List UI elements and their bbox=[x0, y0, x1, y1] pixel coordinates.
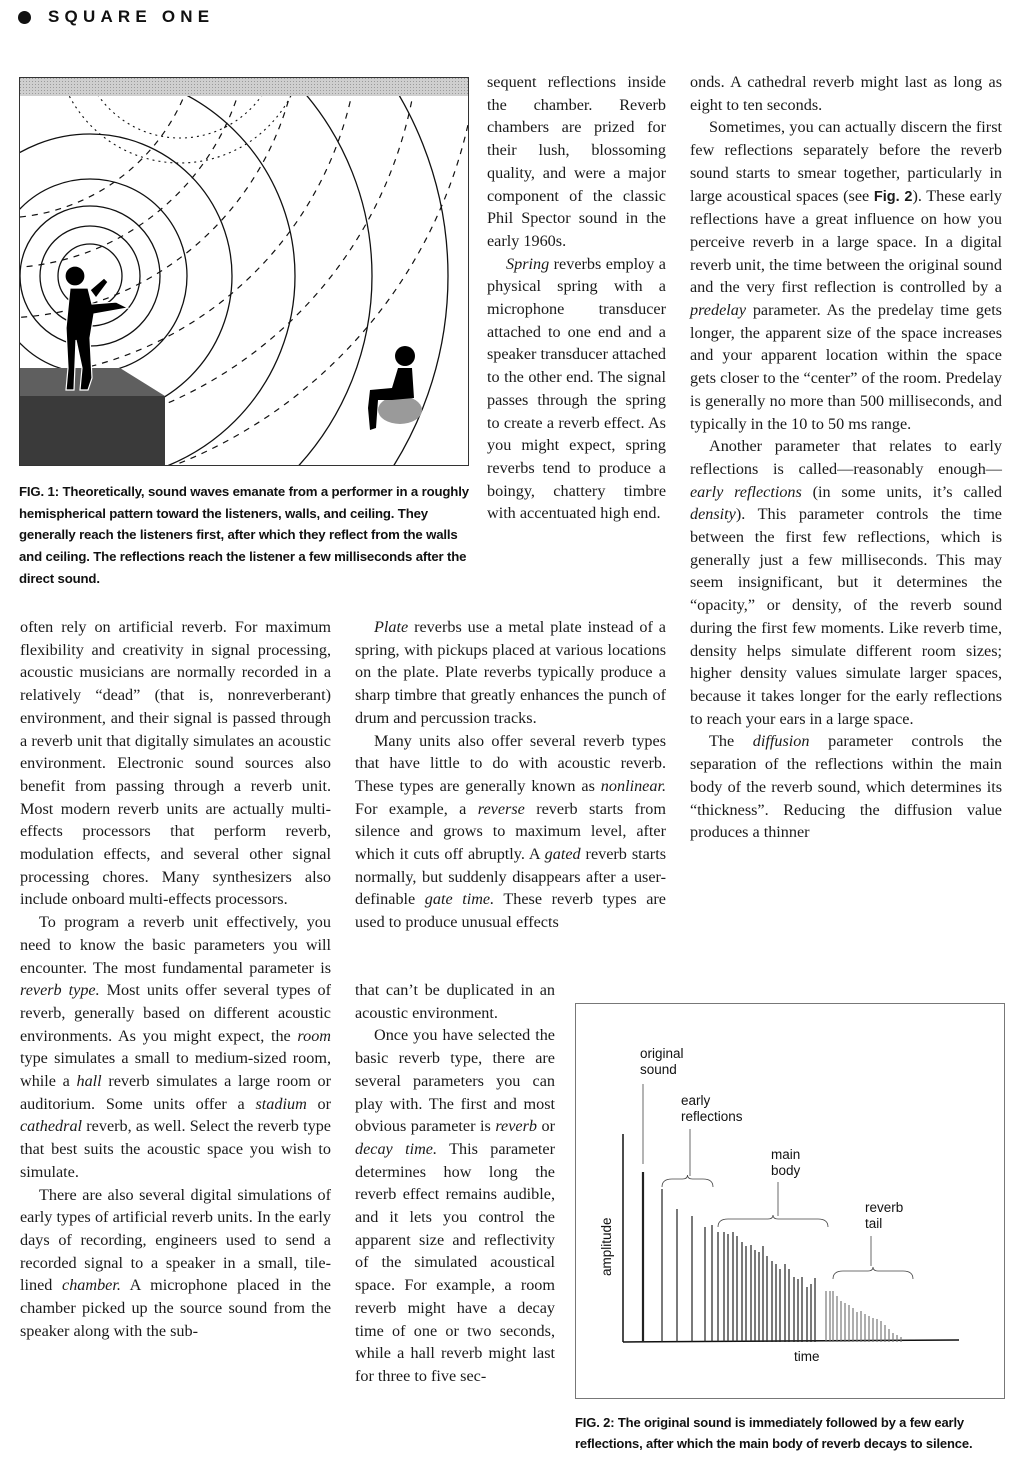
label-original-sound: original sound bbox=[640, 1046, 684, 1077]
text-run: ). This parameter controls the time between the first few reflections, which is generally just a few milliseconds. This may seem insignificant, but it determines the “opacity,” or density, of the reverb sound during the first few moments. Like reverb time, density helps simulate different room sizes; higher density values simulate larger spaces, because it takes longer for the early reflections to reach your ears in a large space. bbox=[690, 505, 1002, 728]
text-run: ). These early reflections have a great influence on how you perceive reverb in a large space. In a digital reverb unit, the time between the original sound and the very first reflection is controlled by a bbox=[690, 186, 1002, 297]
x-axis bbox=[623, 1340, 959, 1342]
text-run: This parameter determines how long the reverb effect remains audible, and it lets you control the apparent size and reflectivity of the simulated acoustical space. For example, a room reverb might have a decay time of one or two seconds, while a hall reverb might last for three to five sec- bbox=[355, 1139, 555, 1385]
italic-term: predelay bbox=[690, 301, 747, 320]
x-axis-label: time bbox=[794, 1349, 820, 1364]
article-column-2-middle bbox=[355, 616, 666, 934]
text-run: Sometimes, you can actually discern the first few reflections separately before the reverb sound starts to smear together, particularly in large acoustical spaces (see bbox=[690, 118, 1002, 205]
text-run: The bbox=[709, 732, 753, 751]
y-axis-label: amplitude bbox=[599, 1217, 614, 1276]
figure-2-caption: FIG. 2: The original sound is immediately followed by a few early reflections, after which the main body of reverb decays to silence. bbox=[575, 1415, 973, 1451]
section-header bbox=[18, 4, 214, 30]
text-run: or bbox=[306, 1094, 332, 1113]
paragraph bbox=[355, 1024, 555, 1387]
text-run: Once you have selected the basic reverb type, there are several parameters you can play with. The first and most obvious parameter is bbox=[355, 1026, 555, 1136]
text-run: Another parameter that relates to early reflections is called—reasonably enough— bbox=[690, 437, 1002, 478]
text-run: For example, a bbox=[355, 799, 478, 818]
italic-term: decay time. bbox=[355, 1139, 438, 1158]
italic-term: density bbox=[690, 505, 736, 524]
italic-term: stadium bbox=[255, 1094, 307, 1113]
text-run: reverbs employ a physical spring with a microphone transducer attached to one end and a speaker transducer attached to the other end. The signal passes through the spring to create a reverb effect. As you might expect, spring reverbs tend to produce a boingy, chattery timbre with accentuated high end. bbox=[487, 254, 666, 523]
italic-term: gate time. bbox=[424, 890, 495, 909]
brace bbox=[662, 1175, 713, 1187]
paragraph bbox=[355, 730, 666, 934]
ceiling bbox=[20, 78, 468, 96]
text-run: onds. A cathedral reverb might last as long as eight to ten seconds. bbox=[690, 73, 1002, 114]
italic-term: diffusion bbox=[752, 732, 810, 751]
italic-term: room bbox=[297, 1026, 331, 1045]
italic-term: reverb bbox=[495, 1117, 537, 1136]
text-run: parameter controls the separation of the reflections within the main body of the reverb sound, which determines its “thickness”. Reducing the diffusion value produces a thinner bbox=[690, 732, 1002, 842]
italic-term: chamber. bbox=[62, 1276, 121, 1295]
figure-1-caption: FIG. 1: Theoretically, sound waves emanate from a performer in a roughly hemispherical pattern toward the listeners, walls, and ceiling. They generally reach the listeners first, after which they reflect from the walls and ceiling. The reflections reach the listener a few milliseconds after the direct sound. bbox=[19, 484, 469, 586]
text-run: To program a reverb unit effectively, you need to know the basic parameters you will encounter. The most fundamental parameter is bbox=[20, 913, 331, 977]
paragraph bbox=[20, 616, 331, 911]
figure-reference: Fig. 2 bbox=[873, 188, 913, 205]
figure-2-chart bbox=[575, 1003, 1005, 1399]
italic-term: Spring bbox=[506, 254, 550, 273]
text-run: reverb simulates a large room or auditorium. Some units offer a bbox=[20, 1072, 331, 1113]
text-run: sequent reflections inside the chamber. Reverb chambers are prized for their lush, blossoming quality, and were a major component of the classic Phil Spector sound in the early 1960s. bbox=[487, 73, 666, 250]
text-run: A microphone placed in the chamber picked up the source sound from the speaker along with the sub- bbox=[20, 1276, 331, 1340]
text-run: reverb starts from silence and grows to maximum level, after which it cuts off abruptly. A bbox=[355, 799, 666, 864]
text-run: Most units offer several types of reverb, generally based on different acoustic environments. As you might expect, the bbox=[20, 981, 332, 1045]
text-run: These reverb types are used to produce unusual effects bbox=[355, 890, 666, 932]
italic-term: Plate bbox=[374, 618, 409, 636]
italic-term: gated bbox=[544, 845, 581, 864]
listener-figure bbox=[368, 346, 422, 430]
paragraph bbox=[487, 253, 666, 525]
label-reverb-tail: reverb tail bbox=[865, 1200, 904, 1231]
paragraph bbox=[355, 979, 555, 1024]
paragraph bbox=[487, 71, 666, 253]
paragraph bbox=[690, 71, 1002, 116]
paragraph bbox=[355, 616, 666, 730]
paragraph bbox=[690, 435, 1002, 730]
text-run: often rely on artificial reverb. For maximum flexibility and creativity in signal processing, acoustic musicians are normally recorded in a relatively “dead” (that is, nonreverberant) environment, and their signal is passed through a reverb unit that digitally simulates an acoustic environment. Electronic sound sources also benefit from passing through a reverb unit. Most modern reverb units are actually multi-effects processors that perform reverb, modulation effects, and several other signal processing chores. Many synthesizers also include onboard multi-effects processors. bbox=[20, 618, 331, 909]
text-run: reverbs use a metal plate instead of a spring, with pickups placed at various locations on the plate. Plate reverbs typically produce a sharp timbre that greatly enhances the punch of drum and percussion tracks. bbox=[355, 618, 666, 727]
italic-term: cathedral bbox=[20, 1117, 83, 1136]
italic-term: nonlinear. bbox=[600, 776, 666, 795]
text-run: or bbox=[537, 1117, 556, 1136]
paragraph bbox=[20, 911, 331, 1183]
article-column-2-bottom bbox=[355, 979, 555, 1388]
text-run: that can’t be duplicated in an acoustic environment. bbox=[355, 981, 555, 1022]
bullet-icon bbox=[18, 11, 31, 24]
paragraph bbox=[690, 116, 1002, 435]
article-column-1 bbox=[20, 616, 331, 1343]
italic-term: hall bbox=[76, 1072, 102, 1091]
text-run: parameter. As the predelay time gets longer, the apparent size of the space increases and your apparent location within the space gets closer to the “center” of the room. Predelay is generally no more than 500 milliseconds, and typically in the 10 to 50 ms range. bbox=[690, 301, 1002, 433]
text-run: Many units also offer several reverb types that have little to do with acoustic reverb. These types are generally known as bbox=[355, 731, 666, 795]
paragraph bbox=[20, 1184, 331, 1343]
article-column-2-top bbox=[487, 71, 666, 525]
text-run: reverb starts normally, but suddenly disappears after a user-definable bbox=[355, 845, 666, 909]
figure-1-illustration bbox=[19, 77, 469, 466]
sound-wave-illustration bbox=[20, 78, 468, 465]
text-run: There are also several digital simulations of early types of artificial reverb units. In the early days of recording, engineers used to send a recorded signal to a speaker in a small, tile-lined bbox=[20, 1185, 331, 1295]
brace bbox=[718, 1215, 828, 1227]
italic-term: reverse bbox=[477, 799, 525, 818]
article-column-3 bbox=[690, 71, 1002, 844]
text-run: reverb, as well. Select the reverb type that best suits the acoustic space you wish to simulate. bbox=[20, 1117, 331, 1181]
brace bbox=[833, 1267, 913, 1279]
paragraph bbox=[690, 730, 1002, 844]
section-title: SQUARE ONE bbox=[48, 7, 215, 26]
label-main-body: main body bbox=[771, 1147, 801, 1178]
text-run: (in some units, it’s called bbox=[801, 482, 1002, 501]
italic-term: early reflections bbox=[690, 482, 802, 501]
label-early-reflections: early reflections bbox=[681, 1093, 743, 1124]
italic-term: reverb type. bbox=[20, 981, 100, 1000]
text-run: type simulates a small to medium-sized room, while a bbox=[20, 1049, 331, 1091]
